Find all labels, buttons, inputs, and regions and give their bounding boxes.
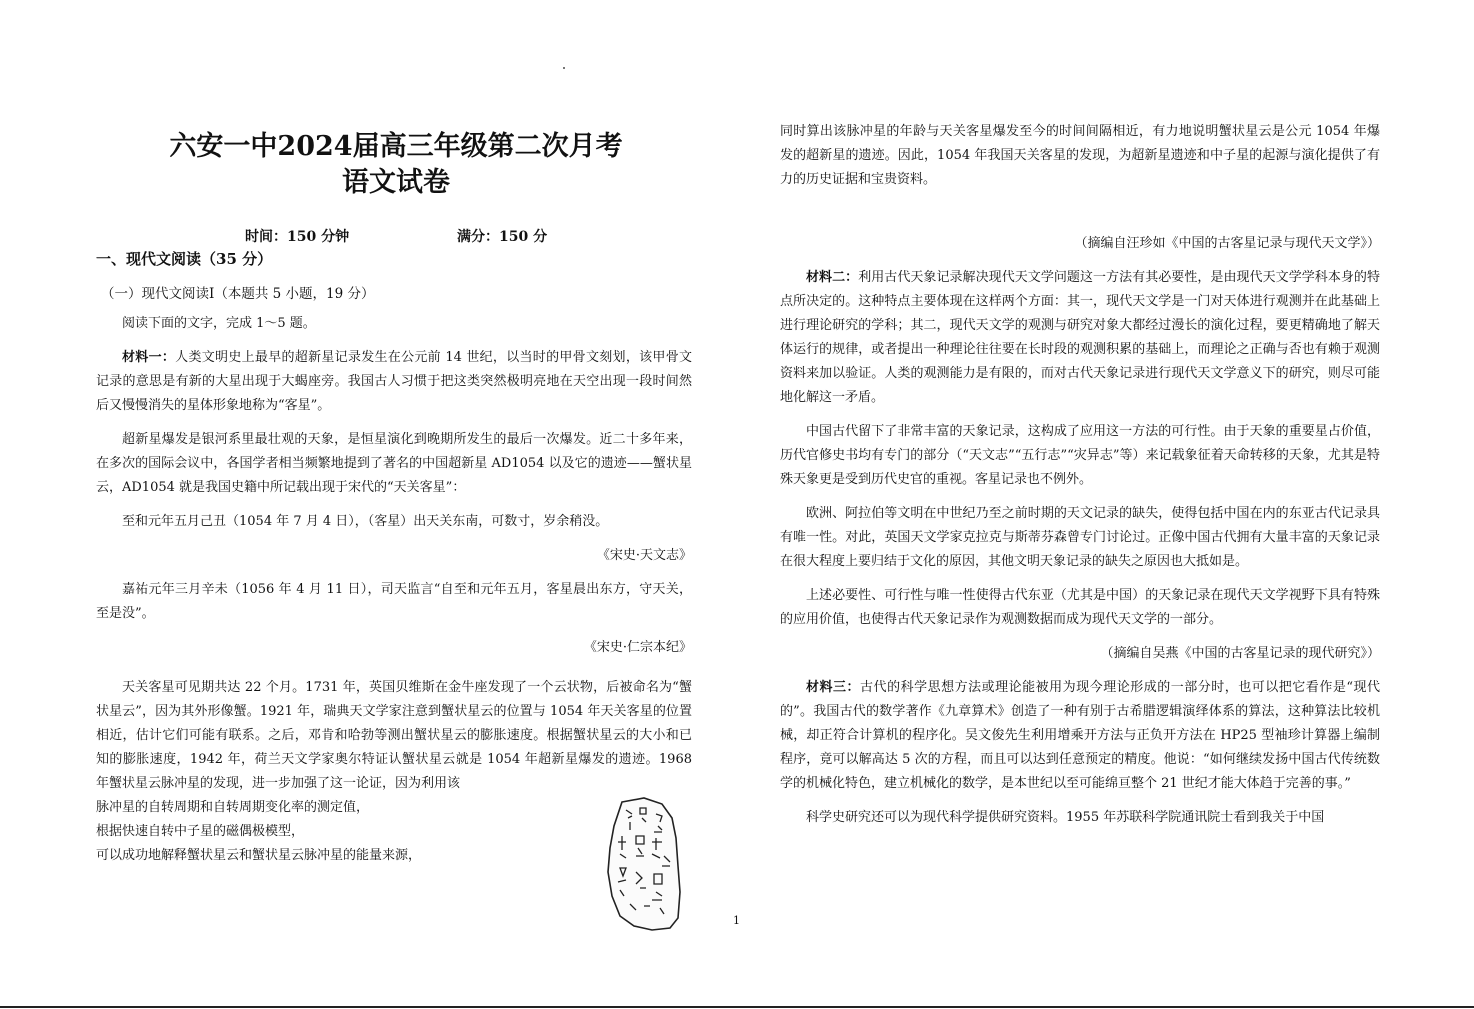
paragraph: 同时算出该脉冲星的年龄与天关客星爆发至今的时间间隔相近，有力地说明蟹状星云是公元 1054 年爆发的超新星的遗迹。因此，1054 年我国天关客星的发现，为超新星遗迹和中子星的起源与演化提供了有力的历史证据和宝贵资料。 <box>780 124 1380 187</box>
section-heading: 一、现代文阅读（35 分） <box>96 250 273 268</box>
quote: 至和元年五月己丑（1054 年 7 月 4 日），（客星）出天关东南，可数寸，岁余稍没。 <box>122 514 609 529</box>
material-three-text: 古代的科学思想方法或理论能被用为现今理论形成的一部分时，也可以把它看作是“现代的”。我国古代的数学著作《九章算术》创造了一种有别于古希腊逻辑演绎体系的算法，这种算法比较机械，却正符合计算机的程序化。吴文俊先生利用增乘开方法与正负开方法在 HP25 型袖珍计算器上编制程序，竟可以解高达 5 次的方程，而且可以达到任意预定的精度。他说：“如何继续发扬中国古代传统数学的机械化特色，建立机械化的数学，是本世纪以至可能绵亘整个 21 世纪才能大体趋于完善的事。” <box>780 680 1380 791</box>
quote: 嘉祐元年三月辛未（1056 年 4 月 11 日），司天监言“自至和元年五月，客星晨出东方，守天关，至是没”。 <box>96 582 692 621</box>
citation: （摘编自汪珍如《中国的古客星记录与现代天文学》） <box>1074 236 1380 251</box>
material-one-label: 材料一： <box>122 350 176 365</box>
paragraph-line: 可以成功地解释蟹状星云和蟹状星云脉冲星的能量来源， <box>96 848 422 863</box>
paragraph: 天关客星可见期共达 22 个月。1731 年，英国贝维斯在金牛座发现了一个云状物，后被命名为“蟹状星云”，因为其外形像蟹。1921 年，瑞典天文学家注意到蟹状星云的位置与 1054 年天关客星的位置相近，估计它们可能有联系。之后，邓肯和哈勃等测出蟹状星云的膨胀速度。根据蟹状星云的大小和已知的膨胀速度，1942 年，荷兰天文学家奥尔特证认蟹状星云就是 1054 年超新星爆发的遗迹。1968 年蟹状星云脉冲星的发现，进一步加强了这一论证，因为利用该 <box>96 680 692 791</box>
left-column <box>96 312 692 868</box>
sub-section-heading: （一）现代文阅读Ⅰ（本题共 5 小题，19 分） <box>101 286 375 302</box>
paragraph: 中国古代留下了非常丰富的天象记录，这构成了应用这一方法的可行性。由于天象的重要星占价值，历代官修史书均有专门的部分（“天文志”“五行志”“灾异志”等）来记载象征着天命转移的天象，尤其是特殊天象更是受到历代史官的重视。客星记录也不例外。 <box>780 424 1380 487</box>
paragraph: 超新星爆发是银河系里最壮观的天象，是恒星演化到晚期所发生的最后一次爆发。近二十多年来，在多次的国际会议中，各国学者相当频繁地提到了著名的中国超新星 AD1054 以及它的遗迹——蟹状星云，AD1054 就是我国史籍中所记载出现于宋代的“天关客星”： <box>96 432 692 495</box>
material-two <box>780 266 1380 410</box>
instruction: 阅读下面的文字，完成 1～5 题。 <box>122 316 316 331</box>
material-two-label: 材料二： <box>806 270 859 285</box>
exam-title: 六安一中2024届高三年级第二次月考 <box>169 131 623 162</box>
exam-score: 满分：150 分 <box>457 229 548 245</box>
paragraph-line: 根据快速自转中子星的磁偶极模型， <box>96 824 305 839</box>
paragraph: 科学史研究还可以为现代科学提供研究资料。1955 年苏联科学院通讯院士看到我关于中国 <box>806 810 1325 825</box>
bottom-border <box>0 1006 1474 1008</box>
oracle-bone-image <box>600 796 684 932</box>
scan-speck <box>563 67 565 69</box>
page-number: 1 <box>733 914 740 927</box>
material-two-text: 利用古代天象记录解决现代天文学问题这一方法有其必要性，是由现代天文学学科本身的特点所决定的。这种特点主要体现在这样两个方面：其一，现代天文学是一门对天体进行观测并在此基础上进行理论研究的学科；其二，现代天文学的观测与研究对象大都经过漫长的演化过程，要更精确地了解天体运行的规律，或者提出一种理论往往要在长时段的观测积累的基础上，而理论之正确与否也有赖于观测资料来加以验证。人类的观测能力是有限的，而对古代天象记录进行现代天文学意义下的研究，则尽可能地化解这一矛盾。 <box>780 270 1380 405</box>
quote-source: 《宋史·天文志》 <box>596 548 692 563</box>
citation: （摘编自吴燕《中国的古客星记录的现代研究》） <box>1100 646 1380 661</box>
exam-subtitle: 语文试卷 <box>342 167 450 198</box>
material-three <box>780 676 1380 796</box>
right-column <box>780 120 1380 830</box>
material-three-label: 材料三： <box>806 680 861 695</box>
material-one-text: 人类文明史上最早的超新星记录发生在公元前 14 世纪，以当时的甲骨文刻划，该甲骨文记录的意思是有新的大星出现于大蝎座旁。我国古人习惯于把这类突然极明亮地在天空出现一段时间然后又慢慢消失的星体形象地称为“客星”。 <box>96 350 692 413</box>
paragraph: 上述必要性、可行性与唯一性使得古代东亚（尤其是中国）的天象记录在现代天文学视野下具有特殊的应用价值，也使得古代天象记录作为观测数据而成为现代天文学的一部分。 <box>780 588 1380 627</box>
exam-time: 时间：150 分钟 <box>245 229 350 245</box>
material-one <box>96 346 692 418</box>
quote-source: 《宋史·仁宗本纪》 <box>583 640 692 655</box>
paragraph: 欧洲、阿拉伯等文明在中世纪乃至之前时期的天文记录的缺失，使得包括中国在内的东亚古代记录具有唯一性。对此，英国天文学家克拉克与斯蒂芬森曾专门讨论过。正像中国古代拥有大量丰富的天象记录在很大程度上要归结于文化的原因，其他文明天象记录的缺失之原因也大抵如是。 <box>780 506 1380 569</box>
paragraph-line: 脉冲星的自转周期和自转周期变化率的测定值， <box>96 800 370 815</box>
